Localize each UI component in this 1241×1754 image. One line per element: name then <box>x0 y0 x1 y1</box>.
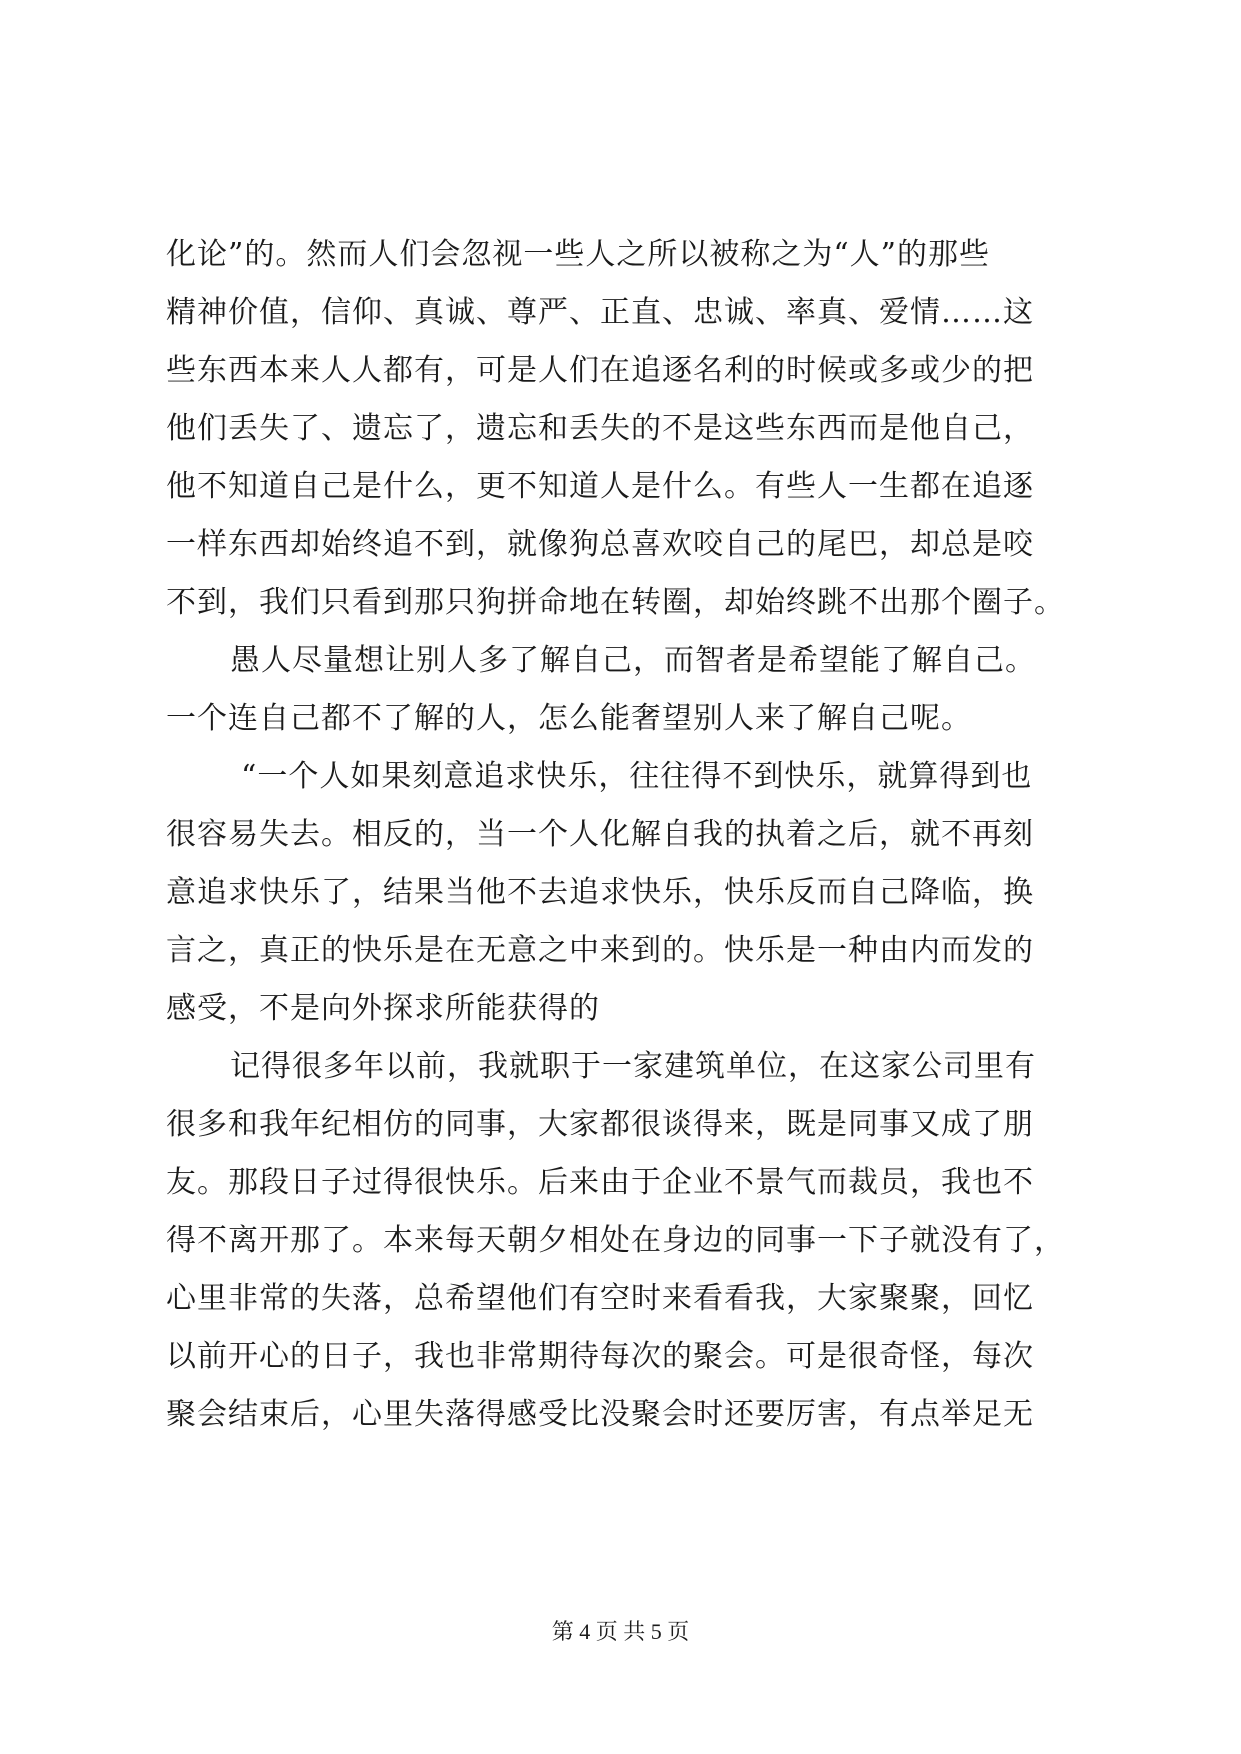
text-line: 化论”的。然而人们会忽视一些人之所以被称之为“人”的那些 <box>166 237 991 272</box>
text-line: 一样东西却始终追不到，就像狗总喜欢咬自己的尾巴，却总是咬 <box>166 527 1034 562</box>
text-line: 聚会结束后，心里失落得感受比没聚会时还要厉害，有点举足无 <box>166 1397 1034 1432</box>
paragraph-start-line: 记得很多年以前，我就职于一家建筑单位，在这家公司里有 <box>230 1049 1036 1084</box>
text-line: 心里非常的失落，总希望他们有空时来看看我，大家聚聚，回忆 <box>166 1281 1034 1316</box>
text-line: 精神价值，信仰、真诚、尊严、正直、忠诚、率真、爱情……这 <box>166 295 1034 330</box>
text-line: 一个连自己都不了解的人，怎么能奢望别人来了解自己呢。 <box>166 701 972 736</box>
text-line: 意追求快乐了，结果当他不去追求快乐，快乐反而自己降临，换 <box>166 875 1034 910</box>
text-line: 言之，真正的快乐是在无意之中来到的。快乐是一种由内而发的 <box>166 933 1034 968</box>
text-line: 感受，不是向外探求所能获得的 <box>166 991 600 1026</box>
text-line: 他不知道自己是什么，更不知道人是什么。有些人一生都在追逐 <box>166 469 1034 504</box>
text-line: 以前开心的日子，我也非常期待每次的聚会。可是很奇怪，每次 <box>166 1339 1034 1374</box>
text-line: 很容易失去。相反的，当一个人化解自我的执着之后，就不再刻 <box>166 817 1034 852</box>
text-line: 他们丢失了、遗忘了，遗忘和丢失的不是这些东西而是他自己， <box>166 411 1034 446</box>
paragraph-start-line: 愚人尽量想让别人多了解自己，而智者是希望能了解自己。 <box>230 643 1036 678</box>
paragraph-start-line: “一个人如果刻意追求快乐，往往得不到快乐，就算得到也 <box>241 759 1033 794</box>
text-line: 些东西本来人人都有，可是人们在追逐名利的时候或多或少的把 <box>166 353 1034 388</box>
page-footer: 第 4 页 共 5 页 <box>551 1619 690 1644</box>
text-line: 得不离开那了。本来每天朝夕相处在身边的同事一下子就没有了， <box>166 1223 1065 1258</box>
text-line: 友。那段日子过得很快乐。后来由于企业不景气而裁员，我也不 <box>166 1165 1034 1200</box>
body-text <box>166 226 1086 1444</box>
text-line: 很多和我年纪相仿的同事，大家都很谈得来，既是同事又成了朋 <box>166 1107 1034 1142</box>
text-line: 不到，我们只看到那只狗拼命地在转圈，却始终跳不出那个圈子。 <box>166 585 1065 620</box>
